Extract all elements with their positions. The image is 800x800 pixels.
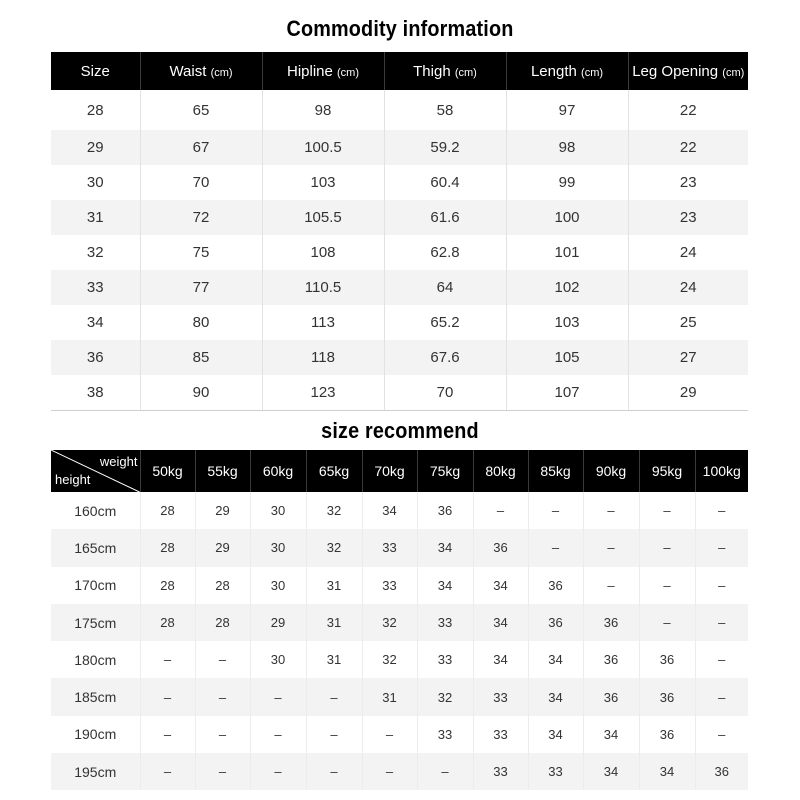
table-cell: – xyxy=(362,716,417,753)
height-row-header: 185cm xyxy=(51,678,140,715)
table-cell: 34 xyxy=(528,641,583,678)
table-cell: – xyxy=(528,529,583,566)
table-cell: 70 xyxy=(140,165,262,200)
table-cell: 36 xyxy=(528,567,583,604)
table-cell: 107 xyxy=(506,375,628,411)
table-cell: 22 xyxy=(628,130,748,165)
weight-height-corner xyxy=(51,450,140,492)
table-cell: 34 xyxy=(417,529,473,566)
table-cell: 30 xyxy=(250,567,306,604)
table-cell: – xyxy=(639,529,695,566)
table-row xyxy=(51,340,748,375)
table-cell: 30 xyxy=(51,165,140,200)
table-cell: 28 xyxy=(140,529,195,566)
column-header xyxy=(140,52,262,90)
weight-column-header: 95kg xyxy=(639,450,695,492)
table-cell: 23 xyxy=(679,174,697,191)
column-header-unit: (cm) xyxy=(454,66,477,79)
table-cell: 70 xyxy=(384,375,506,411)
table-row xyxy=(51,716,748,753)
weight-column-header: 100kg xyxy=(695,450,748,492)
table-cell: – xyxy=(140,678,195,715)
height-row-header: 175cm xyxy=(51,604,140,641)
table-cell: 28 xyxy=(195,604,250,641)
table-row xyxy=(51,492,748,529)
table-cell: 58 xyxy=(384,90,506,130)
table-row xyxy=(51,165,748,200)
table-cell: 30 xyxy=(250,529,306,566)
table-cell: 27 xyxy=(628,340,748,375)
table-cell: 100 xyxy=(506,200,628,235)
column-header-label: Leg Opening xyxy=(632,62,719,80)
height-row-header: 190cm xyxy=(51,716,140,753)
table-cell: 32 xyxy=(362,604,417,641)
table-cell: 85 xyxy=(140,340,262,375)
table-cell: 33 xyxy=(473,753,528,790)
size-recommend-body xyxy=(51,492,748,790)
table-cell: 101 xyxy=(506,235,628,270)
table-cell: 30 xyxy=(250,641,306,678)
column-header-unit: (cm) xyxy=(337,66,360,79)
table-cell: – xyxy=(140,641,195,678)
table-cell: 99 xyxy=(506,165,628,200)
table-cell: 28 xyxy=(140,492,195,529)
table-cell: 113 xyxy=(262,305,384,340)
weight-column-header: 60kg xyxy=(250,450,306,492)
table-cell: 75 xyxy=(140,235,262,270)
table-cell: 123 xyxy=(262,375,384,411)
table-cell: 33 xyxy=(528,753,583,790)
table-cell: 64 xyxy=(384,270,506,305)
weight-column-header: 90kg xyxy=(583,450,639,492)
table-cell: 31 xyxy=(362,678,417,715)
table-cell: 33 xyxy=(362,529,417,566)
column-header-unit: (cm) xyxy=(581,66,604,79)
table-cell: – xyxy=(417,753,473,790)
column-header-unit: (cm) xyxy=(722,66,745,79)
table-cell: 118 xyxy=(262,340,384,375)
table-cell: – xyxy=(195,678,250,715)
table-cell: 33 xyxy=(51,270,140,305)
table-cell: 29 xyxy=(628,375,748,411)
table-cell: – xyxy=(695,678,748,715)
table-cell: – xyxy=(583,567,639,604)
table-cell: 100.5 xyxy=(262,130,384,165)
column-header xyxy=(506,52,628,90)
weight-column-header: 80kg xyxy=(473,450,528,492)
table-cell: 34 xyxy=(473,604,528,641)
table-cell: 34 xyxy=(528,716,583,753)
table-cell: 32 xyxy=(362,641,417,678)
table-cell: 72 xyxy=(140,200,262,235)
table-cell: 28 xyxy=(195,567,250,604)
table-cell: 61.6 xyxy=(384,200,506,235)
table-row xyxy=(51,200,748,235)
table-cell: 108 xyxy=(262,235,384,270)
table-cell: 36 xyxy=(639,716,695,753)
weight-label: weight xyxy=(99,454,138,469)
table-cell: – xyxy=(195,641,250,678)
table-cell: – xyxy=(718,652,726,668)
table-cell: 60.4 xyxy=(384,165,506,200)
table-cell: – xyxy=(195,753,250,790)
table-cell: – xyxy=(528,492,583,529)
table-cell: 36 xyxy=(417,492,473,529)
column-header-label: Thigh xyxy=(413,62,451,80)
table-cell: – xyxy=(639,567,695,604)
table-cell: – xyxy=(306,753,362,790)
height-row-header: 160cm xyxy=(51,492,140,529)
commodity-title: Commodity information xyxy=(286,16,514,41)
size-recommend-header xyxy=(51,450,748,492)
table-cell: – xyxy=(140,716,195,753)
table-cell: 34 xyxy=(583,753,639,790)
table-cell: 105.5 xyxy=(262,200,384,235)
table-row xyxy=(51,90,748,130)
table-cell: – xyxy=(718,503,726,519)
table-cell: 36 xyxy=(583,604,639,641)
column-header xyxy=(384,52,506,90)
table-row xyxy=(51,753,748,790)
commodity-table-body xyxy=(51,90,748,411)
table-row xyxy=(51,529,748,566)
table-cell: – xyxy=(639,492,695,529)
table-cell: 31 xyxy=(306,641,362,678)
table-cell: – xyxy=(695,604,748,641)
table-cell: 34 xyxy=(473,567,528,604)
table-cell: 97 xyxy=(506,90,628,130)
table-cell: 36 xyxy=(695,753,748,790)
table-cell: 65.2 xyxy=(384,305,506,340)
table-cell: – xyxy=(473,492,528,529)
table-cell: – xyxy=(306,678,362,715)
table-cell: 33 xyxy=(473,678,528,715)
column-header-unit: (cm) xyxy=(210,66,233,79)
table-cell: 33 xyxy=(473,716,528,753)
column-header-label: Waist xyxy=(169,62,207,80)
table-cell: 33 xyxy=(417,641,473,678)
table-cell: 36 xyxy=(473,529,528,566)
table-cell: 36 xyxy=(639,641,695,678)
commodity-table-header xyxy=(51,52,748,90)
weight-column-header: 70kg xyxy=(362,450,417,492)
table-cell: – xyxy=(306,716,362,753)
table-cell: 65 xyxy=(140,90,262,130)
table-cell: 24 xyxy=(679,244,697,261)
table-cell: 32 xyxy=(51,235,140,270)
table-row xyxy=(51,641,748,678)
column-header xyxy=(628,52,748,90)
table-cell: 103 xyxy=(506,305,628,340)
table-row xyxy=(51,130,748,165)
table-cell: – xyxy=(195,716,250,753)
table-cell: – xyxy=(362,753,417,790)
table-cell: 62.8 xyxy=(384,235,506,270)
table-cell: 33 xyxy=(362,567,417,604)
height-row-header: 180cm xyxy=(51,641,140,678)
table-cell: – xyxy=(718,577,726,593)
table-cell: 103 xyxy=(262,165,384,200)
table-cell: – xyxy=(583,492,639,529)
table-cell: 32 xyxy=(306,492,362,529)
table-cell: – xyxy=(718,726,726,742)
table-cell: – xyxy=(250,753,306,790)
column-header-label: Size xyxy=(80,62,110,80)
table-cell: 105 xyxy=(506,340,628,375)
table-cell: – xyxy=(583,529,639,566)
column-header-label: Length xyxy=(530,62,577,80)
table-cell: 36 xyxy=(583,678,639,715)
table-cell: – xyxy=(140,753,195,790)
weight-column-header: 75kg xyxy=(417,450,473,492)
table-cell: 80 xyxy=(140,305,262,340)
table-cell: 25 xyxy=(679,314,697,331)
table-cell: 36 xyxy=(51,340,140,375)
table-cell: 90 xyxy=(140,375,262,411)
table-cell: 23 xyxy=(628,200,748,235)
height-row-header: 195cm xyxy=(51,753,140,790)
table-cell: 67 xyxy=(140,130,262,165)
table-row xyxy=(51,604,748,641)
commodity-table xyxy=(51,52,748,411)
height-row-header: 170cm xyxy=(51,567,140,604)
weight-column-header: 50kg xyxy=(140,450,195,492)
table-cell: – xyxy=(250,678,306,715)
table-cell: 98 xyxy=(506,130,628,165)
size-recommend-table xyxy=(51,450,748,790)
table-cell: 31 xyxy=(306,604,362,641)
table-cell: 102 xyxy=(506,270,628,305)
table-cell: 77 xyxy=(140,270,262,305)
table-cell: 110.5 xyxy=(262,270,384,305)
table-row xyxy=(51,567,748,604)
table-cell: 98 xyxy=(262,90,384,130)
height-label: height xyxy=(55,472,91,487)
table-cell: 33 xyxy=(417,716,473,753)
table-cell: 22 xyxy=(679,101,697,119)
table-cell: 38 xyxy=(51,375,140,411)
table-cell: 34 xyxy=(362,492,417,529)
column-header xyxy=(51,52,140,90)
table-cell: 32 xyxy=(306,529,362,566)
table-cell: 34 xyxy=(51,305,140,340)
table-cell: 34 xyxy=(417,567,473,604)
table-row xyxy=(51,235,748,270)
table-row xyxy=(51,305,748,340)
weight-column-header: 55kg xyxy=(195,450,250,492)
weight-column-header: 85kg xyxy=(528,450,583,492)
table-cell: 34 xyxy=(639,753,695,790)
table-cell: 34 xyxy=(473,641,528,678)
column-header xyxy=(262,52,384,90)
table-row xyxy=(51,678,748,715)
size-recommend-title: size recommend xyxy=(321,418,479,443)
table-cell: 59.2 xyxy=(384,130,506,165)
table-cell: 34 xyxy=(528,678,583,715)
table-cell: 28 xyxy=(140,604,195,641)
table-row xyxy=(51,270,748,305)
table-cell: 33 xyxy=(417,604,473,641)
weight-column-header: 65kg xyxy=(306,450,362,492)
table-cell: 28 xyxy=(140,567,195,604)
table-cell: – xyxy=(639,604,695,641)
table-cell: 29 xyxy=(250,604,306,641)
table-cell: 31 xyxy=(51,200,140,235)
height-row-header: 165cm xyxy=(51,529,140,566)
table-cell: 36 xyxy=(583,641,639,678)
table-cell: 36 xyxy=(639,678,695,715)
table-cell: 32 xyxy=(417,678,473,715)
column-header-label: Hipline xyxy=(286,62,333,80)
table-cell: 29 xyxy=(51,130,140,165)
table-cell: 34 xyxy=(583,716,639,753)
table-cell: – xyxy=(695,529,748,566)
table-cell: 29 xyxy=(195,529,250,566)
table-cell: 24 xyxy=(628,270,748,305)
table-cell: – xyxy=(250,716,306,753)
table-cell: 28 xyxy=(51,90,140,130)
table-cell: 29 xyxy=(195,492,250,529)
table-cell: 67.6 xyxy=(384,340,506,375)
table-cell: 31 xyxy=(306,567,362,604)
table-row xyxy=(51,375,748,411)
table-cell: 30 xyxy=(250,492,306,529)
table-cell: 36 xyxy=(528,604,583,641)
